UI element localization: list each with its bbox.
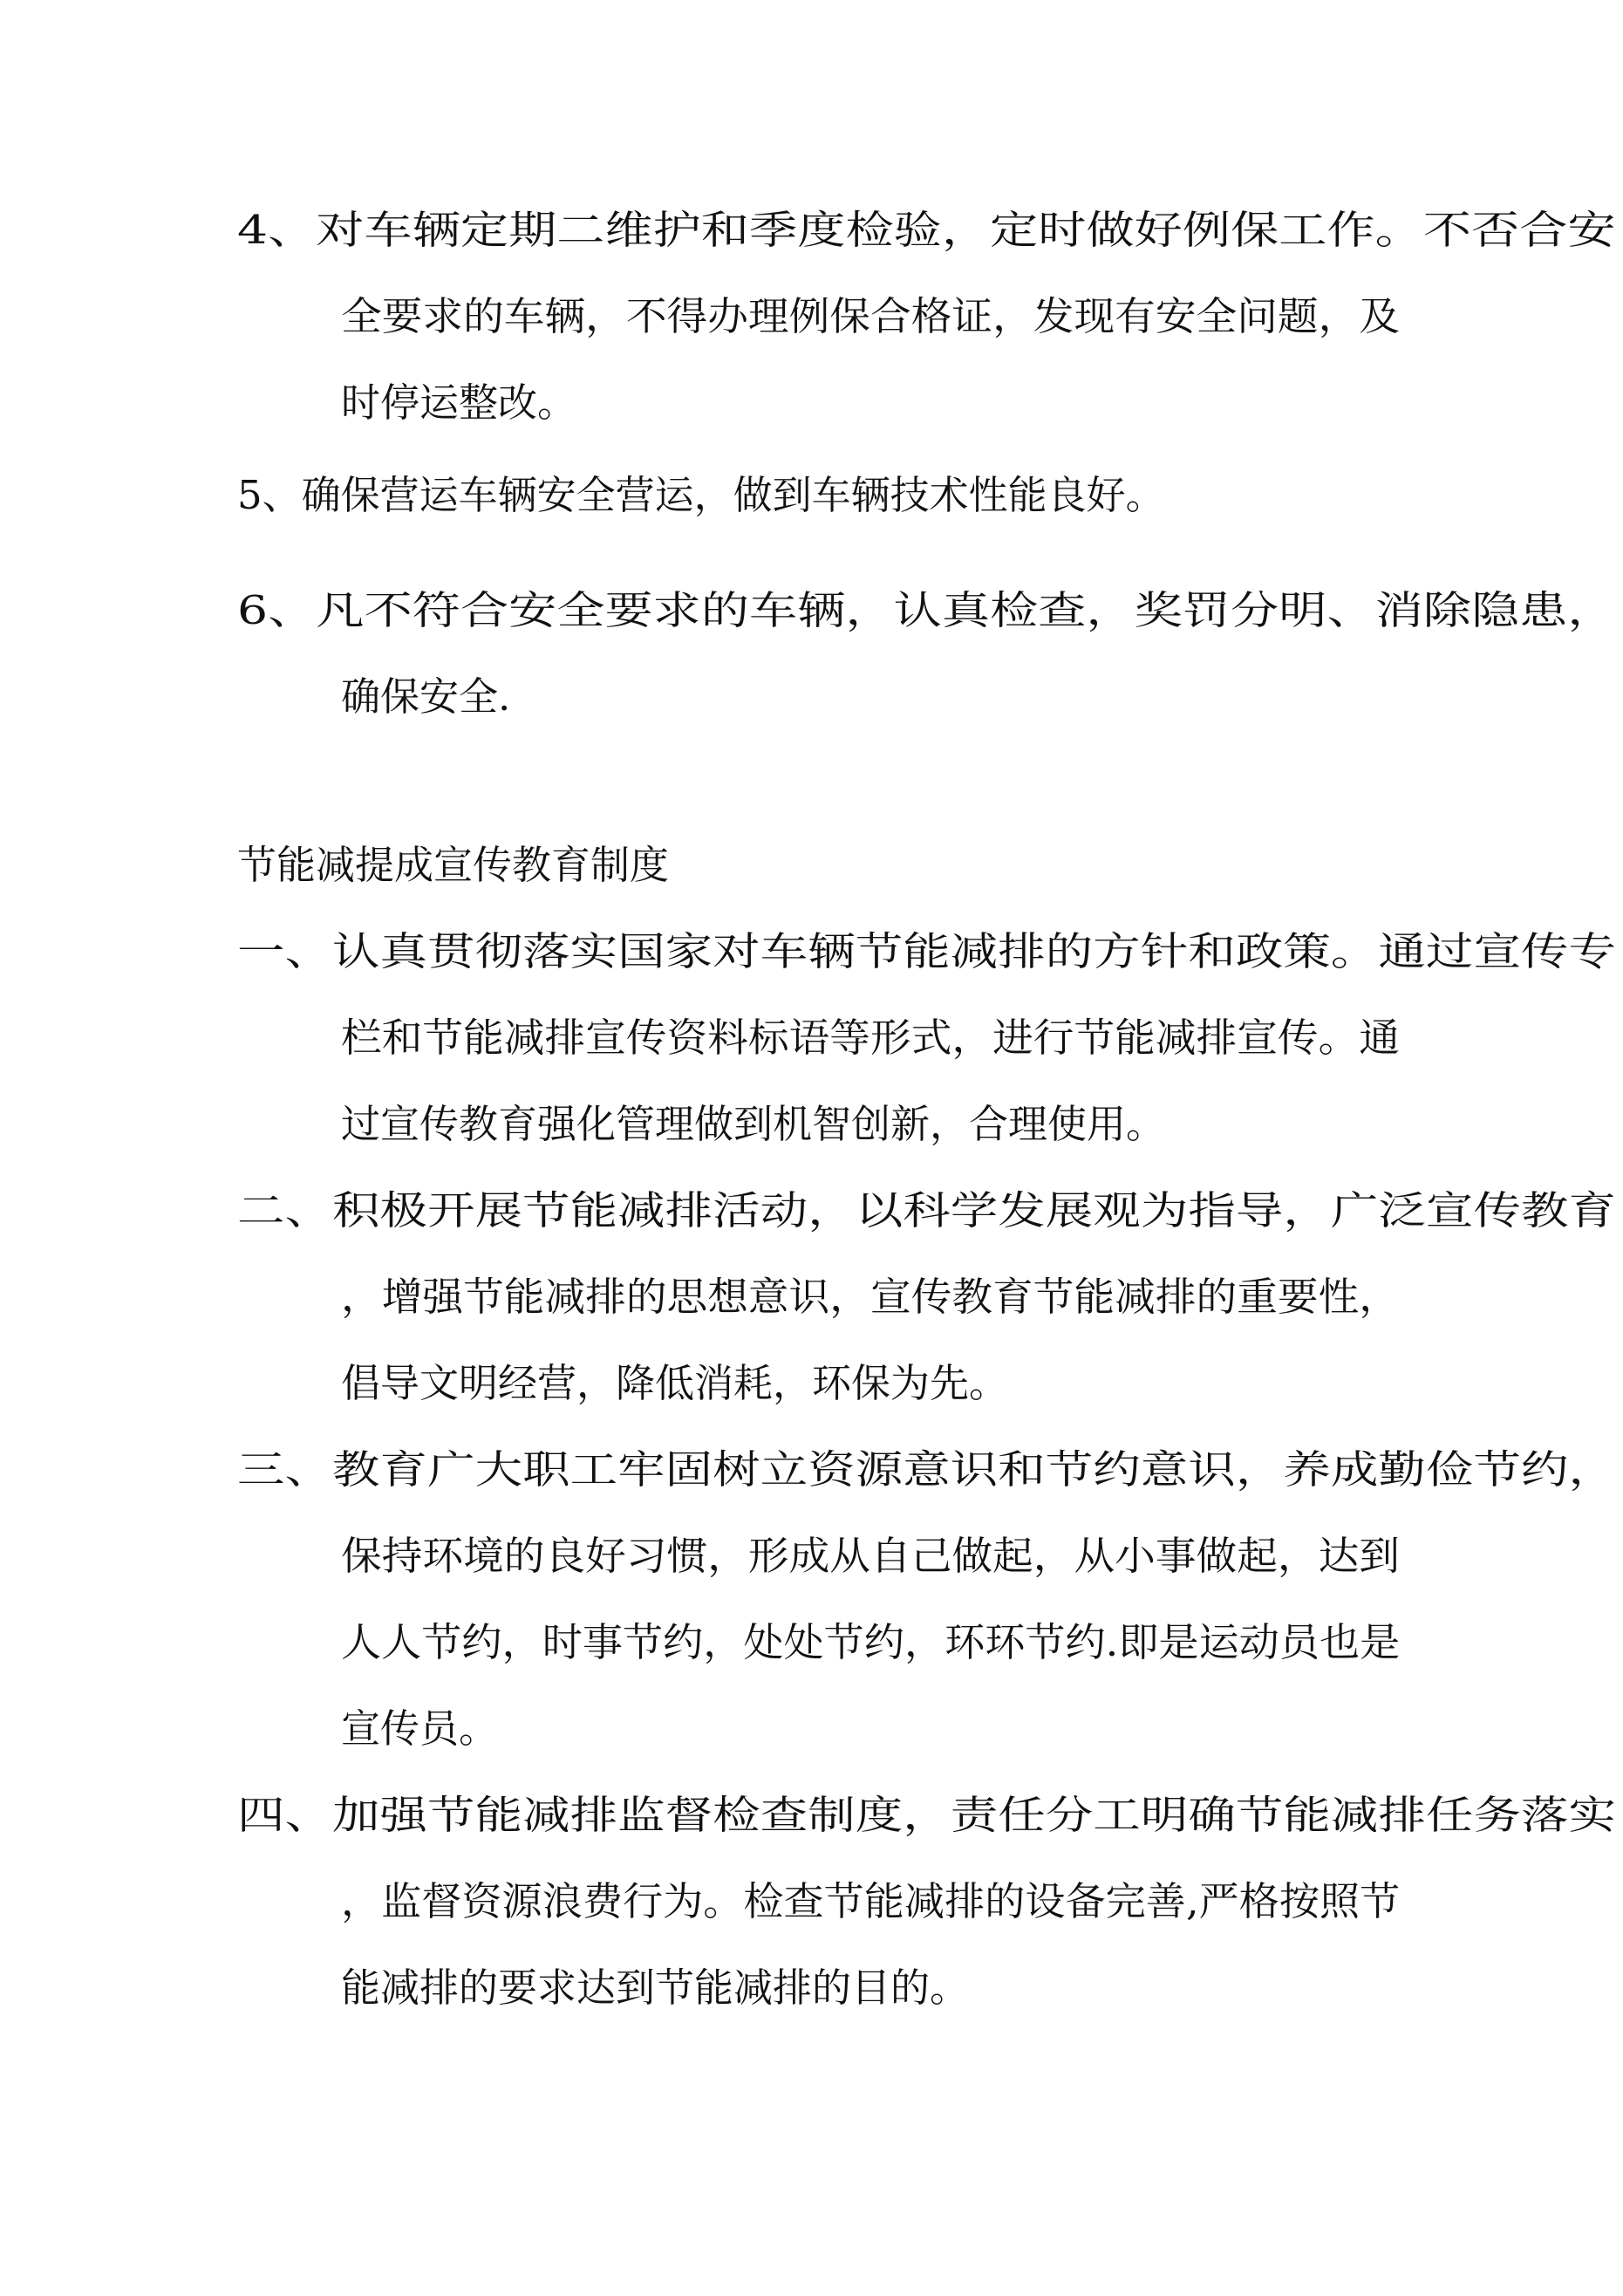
item-4-line-2: 全要求的车辆，不得办理例保合格证，发现有安全问题，及 [341,293,1401,339]
item-1-line-3: 过宣传教育强化管理做到机智创新，合理使用。 [341,1101,1166,1147]
item-3-line-2: 保持环境的良好习惯，形成从自己做起，从小事做起，达到 [341,1533,1401,1579]
section-title: 节能减提成宣传教育制度 [237,842,670,888]
item-4-line-3: 时停运整改。 [341,379,577,426]
item-4-line-1: 4、对车辆定期二维护和季度检验，定时做好例保工作。不否合安 [237,207,1616,253]
item-6-line-1: 6、凡不符合安全要求的车辆，认真检查，奖罚分明、消除隐患， [237,587,1616,633]
item-3-line-1: 三、教育广大职工牢固树立资源意识和节约意识，养成勤俭节约， [237,1446,1617,1493]
item-4-line-2: ，监督资源浪费行为。检查节能减排的设备完善,严格按照节 [341,1878,1401,1924]
item-3-line-4: 宣传员。 [341,1705,499,1752]
item-2-line-2: ，增强节能减排的思想意识，宣传教育节能减排的重要性， [341,1274,1401,1320]
item-6-line-2: 确保安全. [341,673,511,720]
item-4-line-1: 四、加强节能减排监督检查制度，责任分工明确节能减排任务落实 [237,1792,1617,1838]
item-1-line-2: 栏和节能减排宣传资料标语等形式，进行节能减排宣传。通 [341,1015,1401,1061]
item-5-line-1: 5、确保营运车辆安全营运，做到车辆技术性能良好。 [237,472,1165,518]
item-4-line-3: 能减排的要求达到节能减排的目的。 [341,1965,970,2011]
item-2-line-1: 二、积极开展节能减排活动，以科学发展观为指导，广泛宣传教育 [237,1187,1617,1233]
item-1-line-1: 一、认真贯彻落实国家对车辆节能减排的方针和政策。通过宣传专 [237,928,1617,974]
item-2-line-3: 倡导文明经营，降低消耗，环保为先。 [341,1360,1009,1406]
item-3-line-3: 人人节约，时事节约，处处节约，环环节约.即是运动员也是 [341,1619,1401,1665]
